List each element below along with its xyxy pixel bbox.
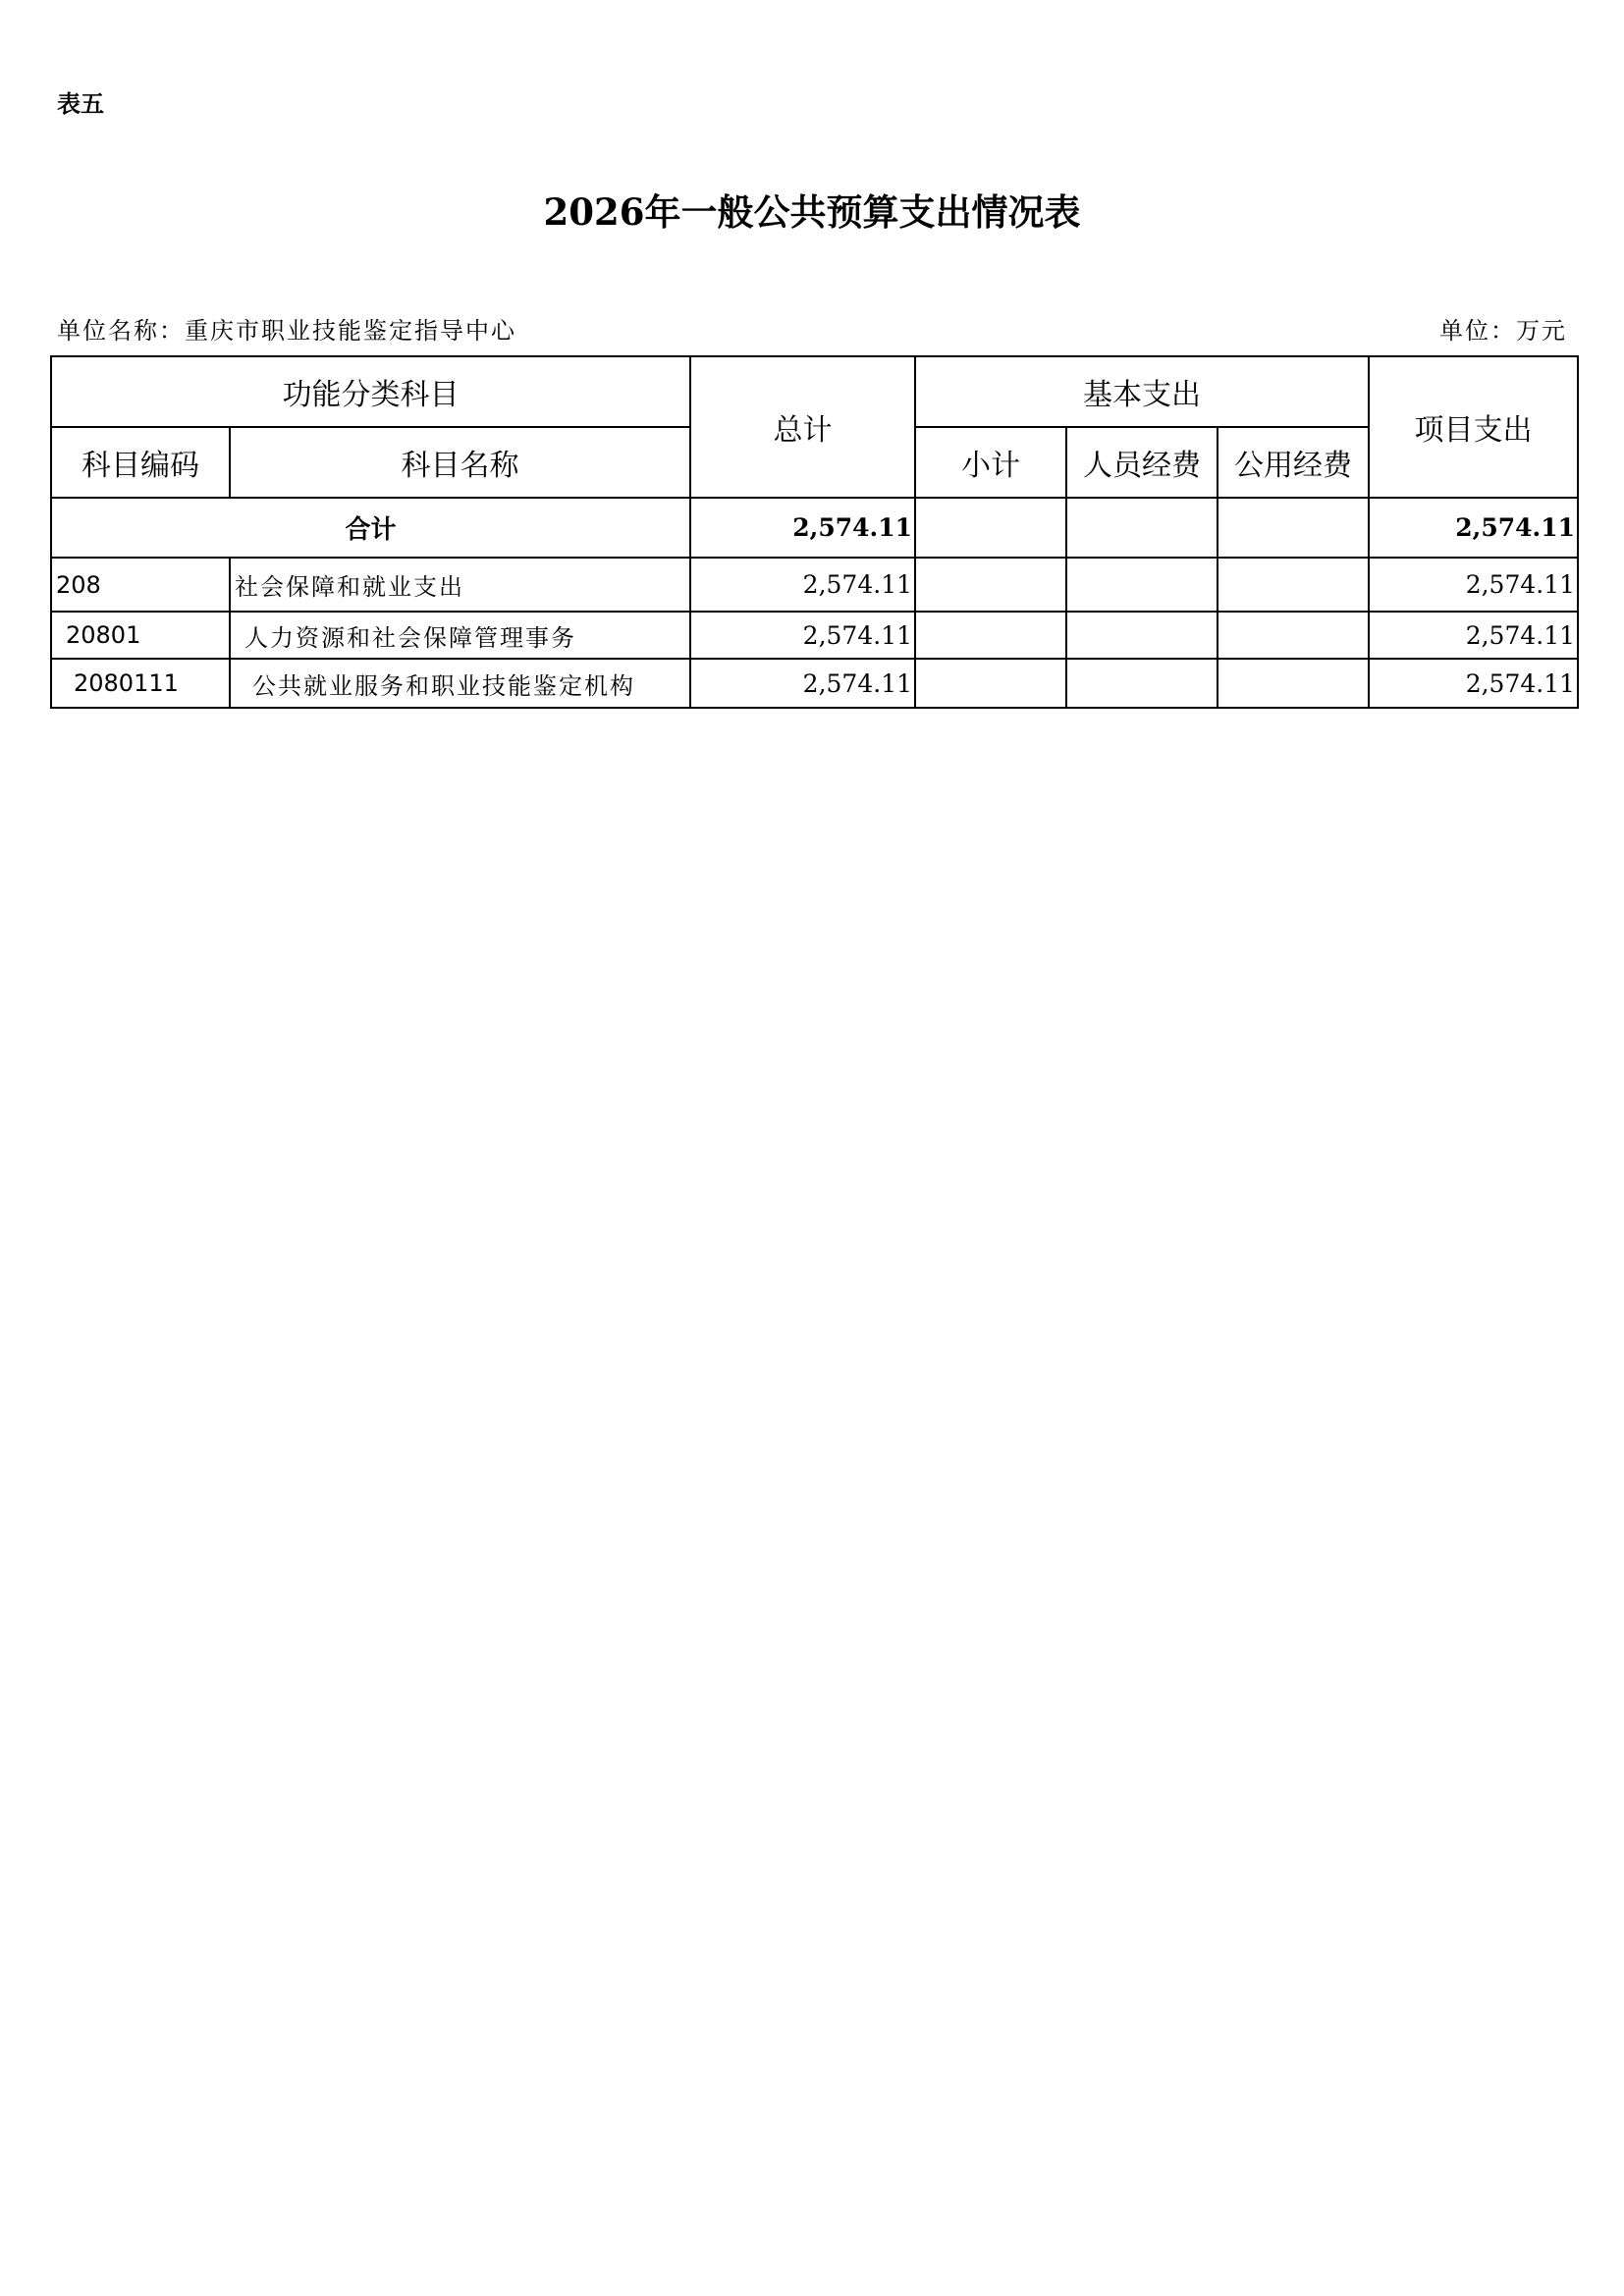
total-row-subtotal	[915, 498, 1066, 558]
header-personnel-expenses: 人员经费	[1066, 427, 1218, 498]
row-total: 2,574.11	[690, 558, 915, 612]
row-project: 2,574.11	[1369, 659, 1578, 708]
row-subtotal	[915, 612, 1066, 659]
header-project-expenditure: 项目支出	[1369, 356, 1578, 498]
table-row	[51, 659, 1578, 708]
total-row-personnel	[1066, 498, 1218, 558]
row-public	[1218, 558, 1369, 612]
row-total: 2,574.11	[690, 659, 915, 708]
header-function-category: 功能分类科目	[51, 356, 690, 427]
row-name: 人力资源和社会保障管理事务	[230, 612, 690, 659]
row-subtotal	[915, 558, 1066, 612]
unit-name: 单位名称：重庆市职业技能鉴定指导中心	[57, 317, 516, 345]
total-row-total: 2,574.11	[690, 498, 915, 558]
row-code: 208	[51, 558, 230, 612]
header-public-expenses: 公用经费	[1218, 427, 1369, 498]
header-subject-code: 科目编码	[51, 427, 230, 498]
header-total: 总计	[690, 356, 915, 498]
table-label: 表五	[57, 90, 104, 118]
header-row-1	[51, 356, 1578, 427]
currency-unit: 单位：万元	[1439, 317, 1567, 345]
table-row	[51, 558, 1578, 612]
row-name: 公共就业服务和职业技能鉴定机构	[230, 659, 690, 708]
header-subtotal: 小计	[915, 427, 1066, 498]
table-row	[51, 612, 1578, 659]
row-code: 2080111	[51, 659, 230, 708]
row-personnel	[1066, 659, 1218, 708]
row-project: 2,574.11	[1369, 558, 1578, 612]
row-project: 2,574.11	[1369, 612, 1578, 659]
row-public	[1218, 659, 1369, 708]
total-row-project: 2,574.11	[1369, 498, 1578, 558]
row-personnel	[1066, 558, 1218, 612]
row-personnel	[1066, 612, 1218, 659]
row-code: 20801	[51, 612, 230, 659]
row-public	[1218, 612, 1369, 659]
total-row-public	[1218, 498, 1369, 558]
header-basic-expenditure: 基本支出	[915, 356, 1369, 427]
row-name: 社会保障和就业支出	[230, 558, 690, 612]
budget-table	[50, 355, 1579, 709]
total-row	[51, 498, 1578, 558]
row-subtotal	[915, 659, 1066, 708]
row-total: 2,574.11	[690, 612, 915, 659]
page-title: 2026年一般公共预算支出情况表	[543, 190, 1081, 234]
header-subject-name: 科目名称	[230, 427, 690, 498]
total-row-label: 合计	[51, 498, 690, 558]
